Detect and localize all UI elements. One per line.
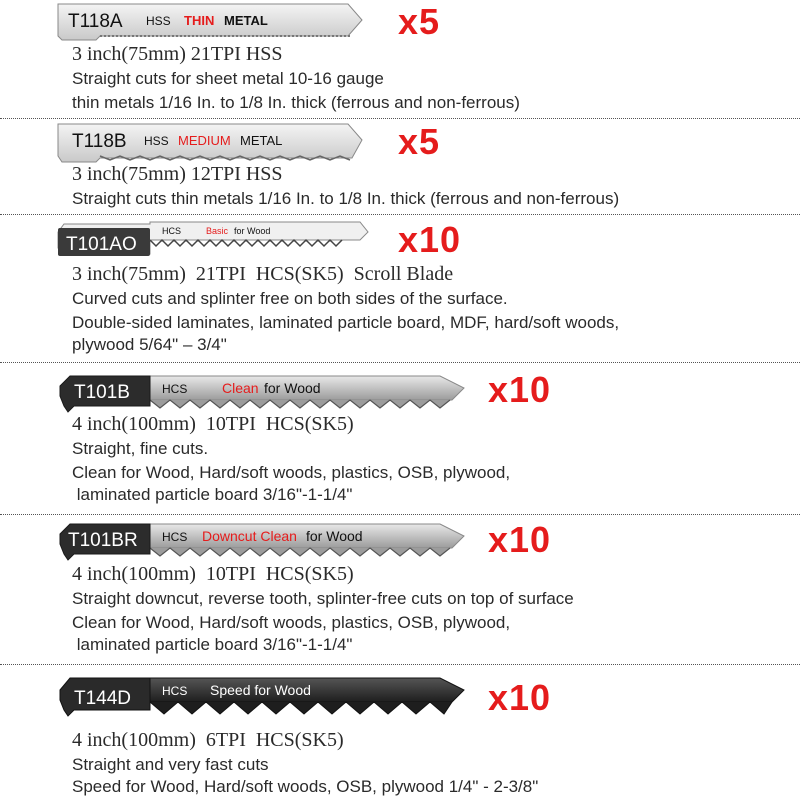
blade-spec: 3 inch(75mm) 21TPI HSS <box>72 43 283 65</box>
blade-spec: 4 inch(100mm) 6TPI HCS(SK5) <box>72 729 344 751</box>
blade-label-red: Downcut Clean <box>202 528 297 544</box>
blade-desc-line: Double-sided laminates, laminated particle board, MDF, hard/soft woods, <box>72 313 620 332</box>
blade-image-t118a <box>0 0 380 42</box>
blade-spec: 3 inch(75mm) 12TPI HSS <box>72 163 283 185</box>
blade-desc-line: thin metals 1/16 In. to 1/8 In. thick (ferrous and non-ferrous) <box>72 93 520 112</box>
blade-image-t101ao <box>0 218 380 262</box>
blade-label-black: for Wood <box>264 380 321 396</box>
blade-label-black: METAL <box>240 133 283 148</box>
blade-desc-line: Clean for Wood, Hard/soft woods, plastics, OSB, plywood, <box>72 613 511 632</box>
blade-label-black: Speed for Wood <box>210 682 311 698</box>
quantity-badge: x5 <box>398 1 441 42</box>
blade-desc-line: plywood 5/64" – 3/4" <box>72 335 227 354</box>
quantity-badge: x10 <box>488 369 552 410</box>
blade-code: T118B <box>72 131 127 152</box>
section-divider <box>0 118 800 119</box>
blade-material: HSS <box>144 134 169 148</box>
blade-label-red: Basic <box>206 226 229 236</box>
blade-desc-line: Straight, fine cuts. <box>72 439 209 458</box>
quantity-badge: x10 <box>398 219 462 260</box>
blade-image-t101br <box>0 518 480 566</box>
section-divider <box>0 664 800 665</box>
blade-code: T118A <box>68 11 123 32</box>
blade-material: HCS <box>162 382 188 396</box>
blade-desc-line: Straight cuts for sheet metal 10-16 gauge <box>72 69 384 88</box>
blade-desc-line: Curved cuts and splinter free on both sides of the surface. <box>72 289 508 308</box>
blade-desc-line: Clean for Wood, Hard/soft woods, plastics, OSB, plywood, <box>72 463 511 482</box>
blade-spec: 4 inch(100mm) 10TPI HCS(SK5) <box>72 413 354 435</box>
blade-material: HCS <box>162 530 188 544</box>
blade-label-red: THIN <box>184 13 215 28</box>
blade-label-black: METAL <box>224 13 268 28</box>
blade-material: HSS <box>146 14 171 28</box>
blade-desc-line: Straight cuts thin metals 1/16 In. to 1/8 In. thick (ferrous and non-ferrous) <box>72 189 620 208</box>
blade-spec: 4 inch(100mm) 10TPI HCS(SK5) <box>72 563 354 585</box>
blade-label-red: Clean <box>222 380 259 396</box>
blade-code: T144D <box>74 688 132 709</box>
blade-code: T101AO <box>66 234 137 255</box>
section-divider <box>0 214 800 215</box>
blade-code: T101BR <box>68 530 138 551</box>
blade-desc-line: Straight downcut, reverse tooth, splinter-free cuts on top of surface <box>72 589 574 608</box>
blade-image-t101b <box>0 366 480 414</box>
blade-desc-line: Speed for Wood, Hard/soft woods, OSB, plywood 1/4" - 2-3/8" <box>72 777 539 796</box>
blade-label-black: for Wood <box>234 226 271 236</box>
blade-desc-line: Straight and very fast cuts <box>72 755 269 774</box>
blade-image-t144d <box>0 668 480 720</box>
blade-spec: 3 inch(75mm) 21TPI HCS(SK5) Scroll Blade <box>72 263 454 285</box>
blade-label-black: for Wood <box>306 528 363 544</box>
blade-label-red: MEDIUM <box>178 133 231 148</box>
quantity-badge: x10 <box>488 677 552 718</box>
quantity-badge: x5 <box>398 121 441 162</box>
blade-material: HCS <box>162 226 182 236</box>
blade-material: HCS <box>162 684 188 698</box>
section-divider <box>0 362 800 363</box>
blade-desc-line: laminated particle board 3/16"-1-1/4" <box>72 485 353 504</box>
section-divider <box>0 514 800 515</box>
quantity-badge: x10 <box>488 519 552 560</box>
blade-image-t118b <box>0 120 380 164</box>
blade-desc-line: laminated particle board 3/16"-1-1/4" <box>72 635 353 654</box>
blade-code: T101B <box>74 382 130 403</box>
